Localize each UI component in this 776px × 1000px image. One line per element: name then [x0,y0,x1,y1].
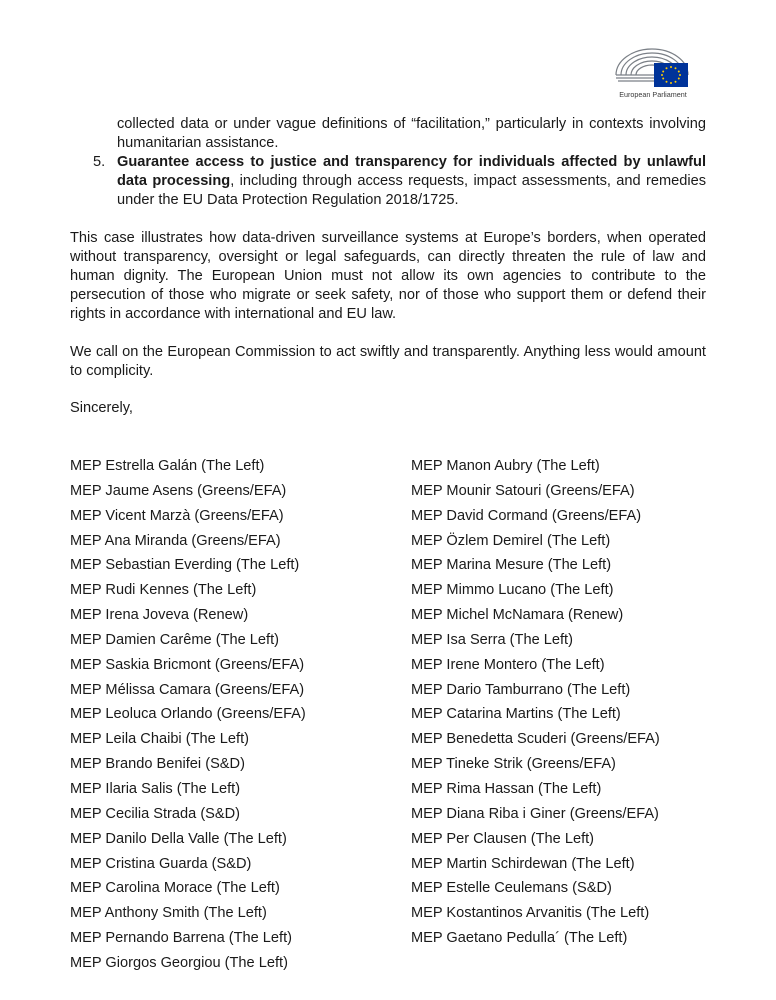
signatory: MEP Ana Miranda (Greens/EFA) [70,532,281,549]
signatory: MEP Isa Serra (The Left) [411,631,573,648]
european-parliament-hemicycle-flag-icon [614,45,692,89]
signatory: MEP Estelle Ceulemans (S&D) [411,880,612,897]
signatory: MEP Kostantinos Arvanitis (The Left) [411,905,650,922]
list-item-4-continuation: collected data or under vague definitions of “facilitation,” particularly in contexts involving humanitarian assistance. [117,116,706,151]
signatory: MEP Diana Riba i Giner (Greens/EFA) [411,805,659,822]
signatory: MEP Vicent Marzà (Greens/EFA) [70,507,284,524]
signatory: MEP Tineke Strik (Greens/EFA) [411,756,616,773]
signatory: MEP Saskia Bricmont (Greens/EFA) [70,656,305,673]
signatory: MEP Giorgos Georgiou (The Left) [70,954,288,971]
signatory: MEP Cristina Guarda (S&D) [70,855,252,872]
signatory: MEP Brando Benifei (S&D) [70,756,245,773]
signatory: MEP Leila Chaibi (The Left) [70,731,249,748]
signatory: MEP Rima Hassan (The Left) [411,780,602,797]
signatories-left-column [70,454,306,976]
signatory: MEP Manon Aubry (The Left) [411,458,600,474]
signatory: MEP Rudi Kennes (The Left) [70,582,257,599]
closing-salutation: Sincerely, [70,400,133,416]
signatory: MEP Ilaria Salis (The Left) [70,780,241,797]
signatory: MEP Per Clausen (The Left) [411,830,595,847]
signatory: MEP Benedetta Scuderi (Greens/EFA) [411,731,660,748]
signatory: MEP Catarina Martins (The Left) [411,706,621,723]
signatory: MEP Marina Mesure (The Left) [411,557,612,574]
signatory: MEP Mélissa Camara (Greens/EFA) [70,681,305,698]
signatory: MEP Michel McNamara (Renew) [411,607,624,624]
signatory: MEP Damien Carême (The Left) [70,631,279,648]
signatory: MEP Martin Schirdewan (The Left) [411,855,635,872]
signatory: MEP Jaume Asens (Greens/EFA) [70,482,287,499]
signatory: MEP Estrella Galán (The Left) [70,458,265,474]
list-item-5-bold: Guarantee access to justice and transparency for individuals affected by unlawful data processing [117,154,706,189]
signatory: MEP Mimmo Lucano (The Left) [411,582,614,599]
logo-text: European Parliament [619,90,687,99]
signatory: MEP Cecilia Strada (S&D) [70,805,241,822]
signatory: MEP Mounir Satouri (Greens/EFA) [411,482,635,499]
signatory: MEP Özlem Demirel (The Left) [411,532,611,549]
body-paragraph-1: This case illustrates how data-driven surveillance systems at Europe’s borders, when operated without transparency, oversight or legal safeguards, can directly threaten the rule of law and human dignity. The European Union must not allow its own agencies to contribute to the persecution of those who migrate or seek safety, nor of those who support them or defend their rights in accordance with international and EU law. [70,230,706,322]
european-parliament-logo [614,45,692,103]
signatory: MEP David Cormand (Greens/EFA) [411,507,642,524]
signatory: MEP Leoluca Orlando (Greens/EFA) [70,706,306,723]
signatory: MEP Irene Montero (The Left) [411,656,605,673]
signatory: MEP Dario Tamburrano (The Left) [411,681,631,698]
list-item-5-text: , including through access requests, impact assessments, and remedies under the EU Data Protection Regulation 2018/1725. [117,173,706,208]
signatory: MEP Danilo Della Valle (The Left) [70,830,287,847]
signatory: MEP Gaetano Pedulla´ (The Left) [411,930,628,947]
list-item-5 [117,153,706,210]
signatory: MEP Sebastian Everding (The Left) [70,557,300,574]
signatory: MEP Pernando Barrena (The Left) [70,930,292,947]
list-item-5-number: 5. [93,154,106,170]
signatory: MEP Carolina Morace (The Left) [70,880,280,897]
signatories-right-column [411,454,660,951]
signatory: MEP Anthony Smith (The Left) [70,905,267,922]
signatory: MEP Irena Joveva (Renew) [70,607,249,624]
body-paragraph-2: We call on the European Commission to act swiftly and transparently. Anything less would amount to complicity. [70,344,706,379]
